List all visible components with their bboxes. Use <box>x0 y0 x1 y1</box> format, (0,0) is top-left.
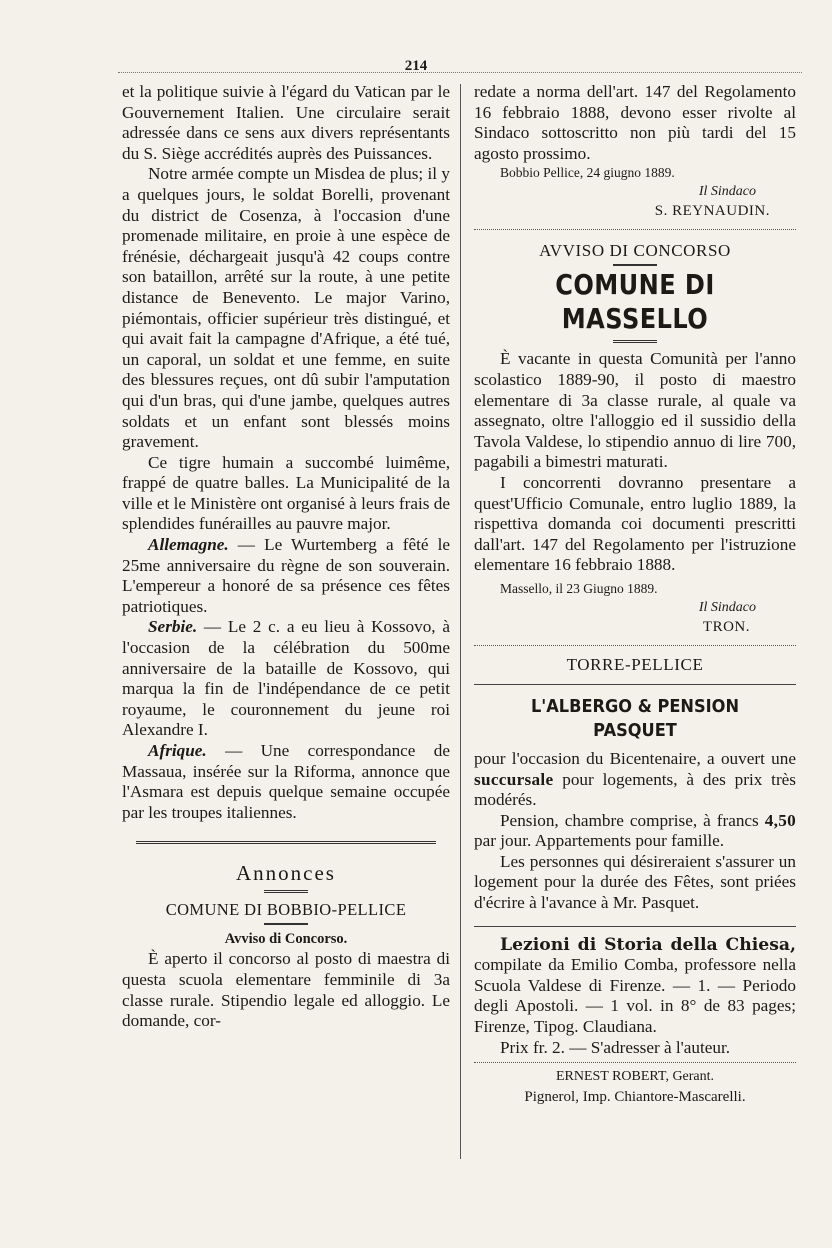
section-divider <box>136 841 436 844</box>
lezioni-heading: Lezioni di Storia della Chiesa, <box>500 934 796 955</box>
albergo-text-a: pour l'occasion du Bicentenaire, a ouvert une <box>474 748 796 768</box>
ornament-rule-short <box>613 264 657 266</box>
albergo-heading: L'ALBERGO & PENSION PASQUET <box>530 695 740 741</box>
paragraph-lezioni <box>474 935 796 1038</box>
right-column <box>474 82 796 1107</box>
paragraph-bobbio: È aperto il concorso al posto di maestra di questa scuola elementare femminile di 3a classe rurale. Stipendio legale ed alloggio. Le domande, cor- <box>122 949 450 1031</box>
country-label-allemagne: Allemagne. <box>148 535 229 555</box>
printer-credit: Pignerol, Imp. Chiantore-Mascarelli. <box>524 1089 746 1106</box>
page-number: 214 <box>404 58 428 74</box>
bobbio-date: Bobbio Pellice, 24 giugno 1889. <box>500 165 675 181</box>
albergo-text-b: pour logements, à des prix très modérés. <box>474 769 796 810</box>
ornament-rule <box>264 890 308 893</box>
country-label-serbie: Serbie. <box>148 617 198 637</box>
bobbio-signature-name: S. REYNAUDIN. <box>654 203 770 220</box>
paragraph-bobbio-cont: redate a norma dell'art. 147 del Regolamento 16 febbraio 1888, devono esser rivolte al Sindaco sottoscritto non più tardi del 15 agosto prossimo. <box>474 82 796 163</box>
paragraph-misdea: Notre armée compte un Misdea de plus; il y a quelques jours, le soldat Borelli, provenant du district de Cosenza, à l'occasion d'une promenade militaire, en proie à une espèce de frénésie, déchargeait jusqu'à 42 coups contre son bataillon, arrêté sur la route, à une petite distance de Benevento. Le major Varino, piémontais, officier supérieur très distingué, et qui avait fait la campagne d'Afrique, a été tué, un caporal, un soldat et une femme, en suite des blessures reçues, ont dû subir l'amputation qui d'un bras, qui d'une jambe, quelques autres soldats et un enfant sont blessés moins gravement. <box>122 164 450 452</box>
divider <box>474 1062 796 1063</box>
paragraph-albergo-1 <box>474 749 796 811</box>
paragraph-vatican: et la politique suivie à l'égard du Vatican par le Gouvernement Italien. Une circulaire serait adressée dans ce sens aux divers représentants du S. Siège accrédités auprès des Puissances. <box>122 82 450 163</box>
divider <box>474 229 796 230</box>
paragraph-massello-2: I concorrenti dovranno presentare a quest'Ufficio Comunale, entro luglio 1889, la rispettiva domanda coi documenti prescritti dall'art. 147 del Regolamento per l'istruzione elementare 16 febbraio 1888. <box>474 472 796 575</box>
gerant-credit: ERNEST ROBERT, Gerant. <box>555 1069 715 1085</box>
header-rule <box>118 72 802 73</box>
torre-pellice-heading: TORRE-PELLICE <box>566 654 704 674</box>
afrique-text: — Une correspondance de Massaua, insérée sur la Riforma, annonce que l'Asmara est depuis quelque semaine occupée par les troupes italiennes. <box>122 741 450 822</box>
albergo-succursale: succursale <box>474 769 554 789</box>
left-column <box>122 82 450 1032</box>
albergo-price: 4,50 <box>764 810 796 830</box>
paragraph-afrique <box>122 741 450 823</box>
lezioni-text: compilate da Emilio Comba, professore nella Scuola Valdese di Firenze. — 1. — Periodo degli Apostoli. — 1 vol. in 8° de 83 pages; Firenze, Tipog. Claudiana. <box>474 955 796 1037</box>
prix-line: Prix fr. 2. — S'adresser à l'auteur. <box>500 1037 731 1057</box>
paragraph-albergo-2 <box>474 811 796 852</box>
annonces-heading: Annonces <box>236 861 336 886</box>
albergo-price-text-b: par jour. Appartements pour famille. <box>474 831 725 851</box>
paragraph-massello-1: È vacante in questa Comunità per l'anno scolastico 1889-90, il posto di maestro elementare di 3a classe rurale, al quale va assegnato, oltre l'alloggio ed il sussidio della Tavola Valdese, lo stipendio annuo di lire 700, pagabili a bimestri maturati. <box>474 349 796 472</box>
paragraph-serbie <box>122 617 450 741</box>
paragraph-albergo-3: Les personnes qui désireraient s'assurer un logement pour la durée des Fêtes, sont priées d'écrire à l'avance à Mr. Pasquet. <box>474 851 796 913</box>
ornament-rule-short <box>264 923 308 925</box>
country-label-afrique: Afrique. <box>148 741 207 760</box>
divider <box>474 645 796 646</box>
bobbio-signature-label: Il Sindaco <box>698 184 756 200</box>
massello-signature-label: Il Sindaco <box>698 599 756 615</box>
avviso-subheading: Avviso di Concorso. <box>224 931 348 948</box>
ornament-rule <box>613 340 657 343</box>
paragraph-tigre: Ce tigre humain a succombé luimême, frappé de quatre balles. La Municipalité de la ville et le Ministère ont organisé à leurs frais de splendides funérailles au pauvre major. <box>122 452 450 534</box>
comune-massello-heading: COMUNE DI MASSELLO <box>555 268 715 336</box>
allemagne-text: — Le Wurtemberg a fêté le 25me anniversaire du règne de son souverain. L'empereur a honoré de sa présence ces fêtes patriotiques. <box>122 535 450 616</box>
massello-signature-name: TRON. <box>702 618 750 635</box>
serbie-text: — Le 2 c. a eu lieu à Kossovo, à l'occasion de la célébration du 500me anniversaire de la bataille de Kossovo, qui marqua la fin de l'indépendance de ce petit royaume, le couronnement du jeune roi Alexandre I. <box>122 617 450 740</box>
massello-date: Massello, il 23 Giugno 1889. <box>500 580 658 596</box>
column-divider <box>460 84 461 1159</box>
comune-bobbio-heading: COMUNE DI BOBBIO-PELLICE <box>165 900 407 920</box>
divider <box>474 684 796 685</box>
divider <box>474 926 796 927</box>
avviso-heading: AVVISO DI CONCORSO <box>539 241 731 261</box>
paragraph-allemagne <box>122 535 450 617</box>
albergo-price-text-a: Pension, chambre comprise, à francs <box>500 810 765 830</box>
